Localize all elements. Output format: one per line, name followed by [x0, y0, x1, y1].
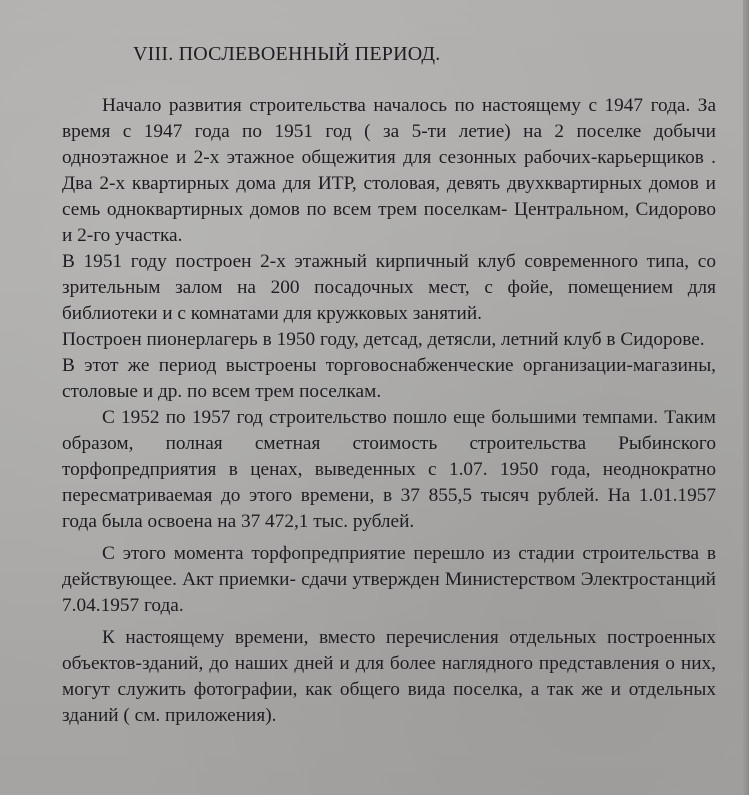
- paragraph-7: К настоящему времени, вместо перечисления отдельных построенных объектов-зданий, до наших дней и для более наглядного представления о них, могут служить фотографии, как общего вида поселка, а так же и отдельных зданий ( см. приложения).: [62, 627, 716, 726]
- paragraph-6: С этого момента торфопредприятие перешло из стадии строительства в действующее. Акт приемки- сдачи утвержден Министерством Электростанций 7.04.1957 года.: [62, 543, 716, 616]
- paragraph-2: В 1951 году построен 2-х этажный кирпичный клуб современного типа, со зрительным залом на 200 посадочных мест, с фойе, помещением для библиотеки и с комнатами для кружковых занятий.: [62, 251, 716, 324]
- section-heading: VIII. ПОСЛЕВОЕННЫЙ ПЕРИОД.: [133, 43, 441, 65]
- paragraph-4: В этот же период выстроены торговоснабженческие организации-магазины, столовые и др. по всем трем поселкам.: [62, 355, 716, 402]
- page-edge-shadow: [743, 0, 749, 795]
- paragraph-5: С 1952 по 1957 год строительство пошло еще большими темпами. Таким образом, полная сметная стоимость строительства Рыбинского торфопредприятия в ценах, выведенных с 1.07. 1950 года, неоднократно пересматриваемая до этого времени, в 37 855,5 тысяч рублей. На 1.01.1957 года была освоена на 37 472,1 тыс. рублей.: [62, 407, 716, 532]
- body-text: [62, 93, 716, 729]
- paragraph-3: Построен пионерлагерь в 1950 году, детсад, детясли, летний клуб в Сидорове.: [62, 329, 705, 350]
- paragraph-1: Начало развития строительства началось по настоящему с 1947 года. За время с 1947 года по 1951 год ( за 5-ти летие) на 2 поселке добычи одноэтажное и 2-х этажное общежития для сезонных рабочих-карьерщиков . Два 2-х квартирных дома для ИТР, столовая, девять двухквартирных домов и семь одноквартирных домов по всем трем поселкам- Центральном, Сидорово и 2-го участка.: [62, 95, 716, 246]
